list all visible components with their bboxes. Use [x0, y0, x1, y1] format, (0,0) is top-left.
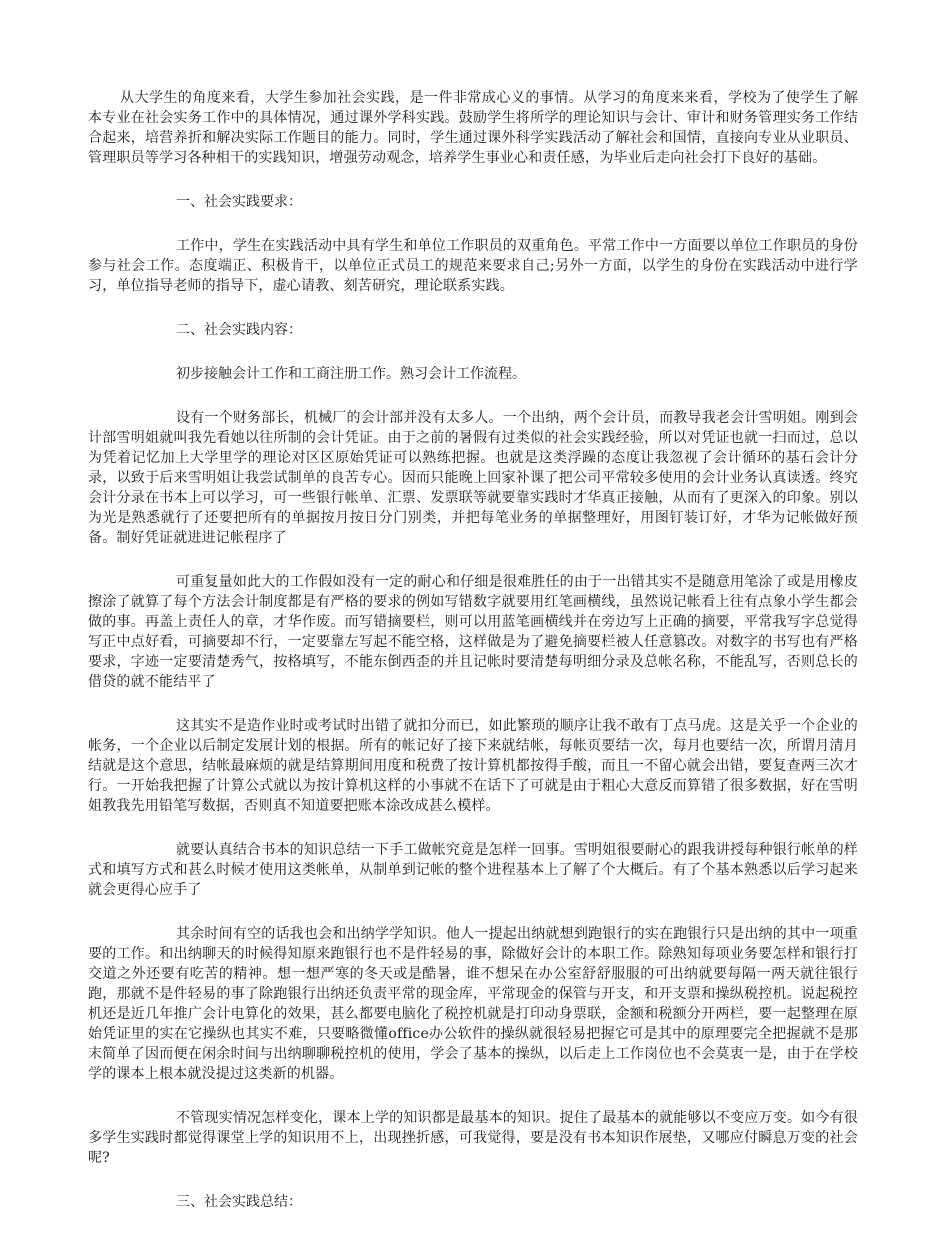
content-paragraph-6: 不管现实情况怎样变化，课本上学的知识都是最基本的知识。捉住了最基本的就能够以不变应万变。如今有很多学生实践时都觉得课堂上学的知识用不上，出现挫折感，可我觉得，要是没有书本知识作展垫，又哪应付瞬息万变的社会呢? — [88, 1110, 858, 1166]
content-paragraph-2: 可重复量如此大的工作假如没有一定的耐心和仔细是很难胜任的由于一出错其实不是随意用笔涂了或是用橡皮擦涂了就算了每个方法会计制度都是有严格的要求的例如写错数字就要用红笔画横线，虽然说记帐看上往有点象小学生都会做的事。再盖上责任人的章，才华作废。而写错摘要栏，则可以用蓝笔画横线并在旁边写上正确的摘要，平常我写字总觉得写正中点好看，可摘要却不行，一定要靠左写起不能空格，这样做是为了避免摘要栏被人任意篡改。对数字的书写也有严格要求，字迹一定要清楚秀气，按格填写，不能东倒西歪的并且记帐时要清楚每明细分录及总帐名称，不能乱写，否则总长的借贷的就不能结平了 — [88, 574, 858, 690]
section-heading-summary: 三、社会实践总结： — [176, 1194, 302, 1210]
section-heading-content: 二、社会实践内容： — [176, 322, 302, 338]
content-paragraph-4: 就要认真结合书本的知识总结一下手工做帐究竟是怎样一回事。雪明姐很要耐心的跟我讲授每种银行帐单的样式和填写方式和甚么时候才使用这类帐单，从制单到记帐的整个进程基本上了解了个大概后。有了个基本熟悉以后学习起来就会更得心应手了 — [88, 842, 858, 898]
content-paragraph-3: 这其实不是造作业时或考试时出错了就扣分而已，如此繁琐的顺序让我不敢有丁点马虎。这是关乎一个企业的帐务，一个企业以后制定发展计划的根据。所有的帐记好了接下来就结帐，每帐页要结一次，每月也要结一次，所谓月清月结就是这个意思，结帐最麻烦的就是结算期间用度和税费了按计算机都按得手酸，而且一不留心就会出错，要复查两三次才行。一开始我把握了计算公式就以为按计算机这样的小事就不在话下了可就是由于粗心大意反而算错了很多数据，好在雪明姐教我先用铅笔写数据，否则真不知道要把账本涂改成甚么模样。 — [88, 718, 858, 814]
section-heading-requirements: 一、社会实践要求： — [176, 194, 302, 210]
content-paragraph-1: 设有一个财务部长，机械厂的会计部并没有太多人。一个出纳，两个会计员，而教导我老会计雪明姐。刚到会计部雪明姐就叫我先看她以往所制的会计凭证。由于之前的暑假有过类似的社会实践经验，所以对凭证也就一扫而过，总以为凭着记忆加上大学里学的理论对区区原始凭证可以熟练把握。也就是这类浮躁的态度让我忽视了会计循环的基石会计分录，以致于后来雪明姐让我尝试制单的良苦专心。因而只能晚上回家补课了把公司平常较多使用的会计业务认真读透。终究会计分录在书本上可以学习，可一些银行帐单、汇票、发票联等就要靠实践时才华真正接触，从而有了更深入的印象。别以为光是熟悉就行了还要把所有的单据按月按日分门别类，并把每笔业务的单据整理好，用图钉装订好，才华为记帐做好预备。制好凭证就进进记帐程序了 — [88, 410, 858, 546]
content-paragraph-5: 其余时间有空的话我也会和出纳学学知识。他人一提起出纳就想到跑银行的实在跑银行只是出纳的其中一项重要的工作。和出纳聊天的时候得知原来跑银行也不是件轻易的事，除做好会计的本职工作。除熟知每项业务要怎样和银行打交道之外还要有吃苦的精神。想一想严寒的冬天或是酷暑，谁不想呆在办公室舒舒服服的可出纳就要每隔一两天就往银行跑，那就不是件轻易的事了除跑银行出纳还负责平常的现金库，平常现金的保管与开支，和开支票和操纵税控机。说起税控机还是近几年推广会计电算化的效果，甚么都要电脑化了税控机就是打印动身票联，金额和税额分开两栏，要一起整理在原始凭证里的实在它操纵也其实不难，只要略微懂office办公软件的操纵就很轻易把握它可是其中的原理要完全把握就不是那末简单了因而便在闲余时间与出纳聊聊税控机的使用，学会了基本的操纵，以后走上工作岗位也不会莫衷一是，由于在学校学的课本上根本就没提过这类新的机器。 — [88, 926, 858, 1082]
content-lead-line: 初步接触会计工作和工商注册工作。熟习会计工作流程。 — [176, 366, 526, 382]
document-page — [88, 88, 858, 1236]
intro-paragraph: 从大学生的角度来看，大学生参加社会实践，是一件非常成心义的事情。从学习的角度来来看，学校为了使学生了解本专业在社会实务工作中的具体情况，通过课外学科实践。鼓励学生将所学的理论知识与会计、审计和财务管理实务工作结合起来，培营养折和解决实际工作题目的能力。同时，学生通过课外科学实践活动了解社会和国情，直接向专业从业职员、管理职员等学习各种相干的实践知识，增强劳动观念，培养学生事业心和责任感，为毕业后走向社会打下良好的基础。 — [88, 90, 858, 166]
requirements-paragraph: 工作中，学生在实践活动中具有学生和单位工作职员的双重角色。平常工作中一方面要以单位工作职员的身份参与社会工作。态度端正、积极肯干，以单位正式员工的规范来要求自己;另外一方面，以学生的身份在实践活动中进行学习，单位指导老师的指导下，虚心请教、刻苦研究，理论联系实践。 — [88, 238, 858, 294]
